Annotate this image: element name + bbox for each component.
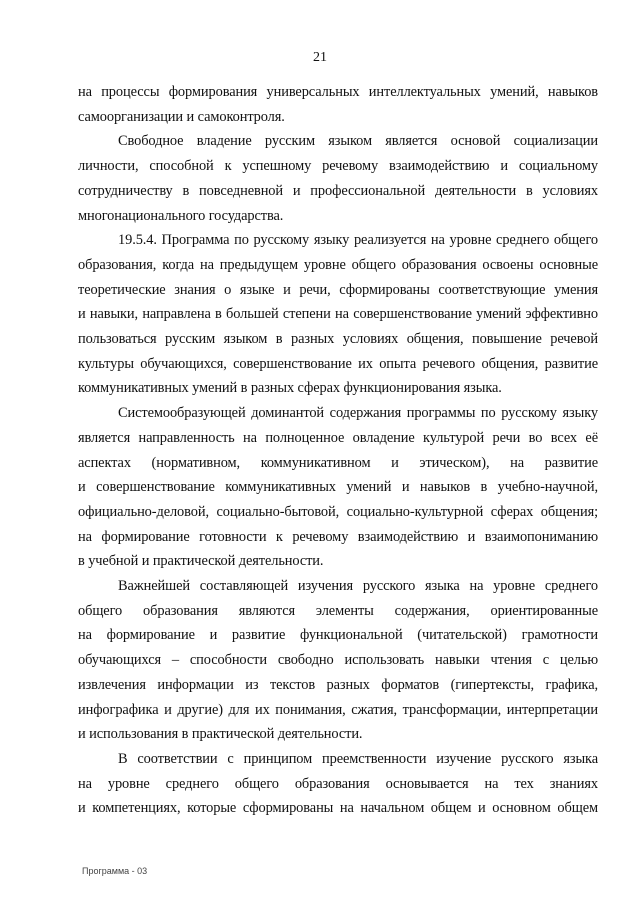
paragraph bbox=[78, 80, 598, 129]
text-line: официально-деловой, социально-бытовой, социально-культурной сферах общения; bbox=[78, 503, 598, 520]
text-line: и совершенствование коммуникативных умений и навыков в учебно-научной, bbox=[78, 479, 598, 496]
text-line: в учебной и практической деятельности. bbox=[78, 553, 324, 570]
text-line: аспектах (нормативном, коммуникативном и этическом), на развитие bbox=[78, 454, 598, 471]
text-line: Важнейшей составляющей изучения русского языка на уровне среднего bbox=[118, 578, 598, 595]
text-line: извлечения информации из текстов разных форматов (гипертексты, графика, bbox=[78, 676, 598, 693]
text-line: Свободное владение русским языком является основой социализации bbox=[118, 133, 598, 150]
text-line: сотрудничеству в повседневной и профессиональной деятельности в условиях bbox=[78, 182, 598, 199]
paragraph bbox=[78, 574, 598, 747]
text-line: самоорганизации и самоконтроля. bbox=[78, 108, 285, 125]
text-line: и использования в практической деятельности. bbox=[78, 726, 363, 743]
text-line: многонационального государства. bbox=[78, 207, 284, 224]
text-line: на процессы формирования универсальных интеллектуальных умений, навыков bbox=[78, 84, 598, 100]
text-line: инфографика и другие) для их понимания, сжатия, трансформации, интерпретации bbox=[78, 701, 598, 718]
text-line: 19.5.4. Программа по русскому языку реализуется на уровне среднего общего bbox=[118, 232, 598, 249]
body-text bbox=[78, 80, 598, 821]
text-line: культуры обучающихся, совершенствование их опыта речевого общения, развитие bbox=[78, 355, 598, 372]
text-line: является направленность на полноценное овладение культурой речи во всех её bbox=[78, 429, 598, 446]
text-line: обучающихся – способности свободно использовать навыки чтения с целью bbox=[78, 652, 598, 669]
paragraph bbox=[78, 401, 598, 574]
paragraph bbox=[78, 747, 598, 821]
text-line: Системообразующей доминантой содержания программы по русскому языку bbox=[118, 405, 598, 422]
text-line: В соответствии с принципом преемственности изучение русского языка bbox=[118, 750, 598, 767]
text-line: на формирование готовности к речевому взаимодействию и взаимопониманию bbox=[78, 528, 598, 545]
paragraph bbox=[78, 129, 598, 228]
text-line: пользоваться русским языком в разных условиях общения, повышение речевой bbox=[78, 331, 598, 348]
text-line: на уровне среднего общего образования основывается на тех знаниях bbox=[78, 775, 598, 792]
text-line: общего образования являются элементы содержания, ориентированные bbox=[78, 602, 598, 619]
text-line: и навыки, направлена в большей степени на совершенствование умений эффективно bbox=[78, 306, 598, 323]
paragraph bbox=[78, 228, 598, 401]
footer-label: Программа - 03 bbox=[82, 866, 148, 876]
text-line: и компетенциях, которые сформированы на начальном общем и основном общем bbox=[78, 800, 598, 817]
text-line: теоретические знания о языке и речи, сформированы соответствующие умения bbox=[78, 281, 598, 298]
text-line: на формирование и развитие функциональной (читательской) грамотности bbox=[78, 627, 598, 644]
text-line: образования, когда на предыдущем уровне общего образования освоены основные bbox=[78, 256, 598, 273]
text-line: личности, способной к успешному речевому взаимодействию и социальному bbox=[78, 158, 598, 175]
page-number: 21 bbox=[313, 50, 327, 65]
text-line: коммуникативных умений в разных сферах функционирования языка. bbox=[78, 380, 502, 397]
